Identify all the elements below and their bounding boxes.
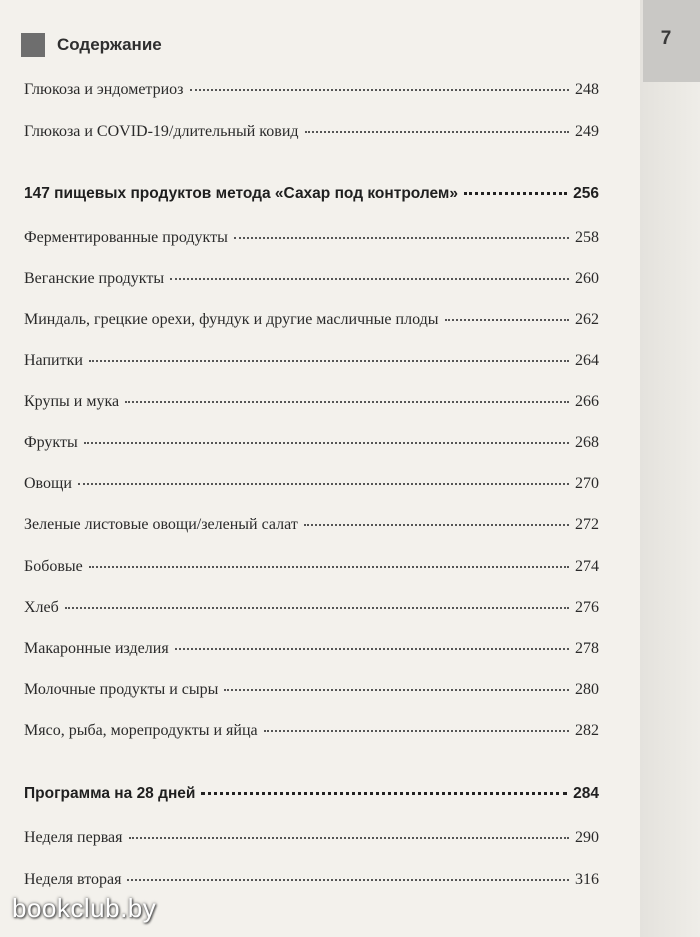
toc-entry-page: 290 bbox=[575, 829, 599, 846]
toc-entry-label: Миндаль, грецкие орехи, фундук и другие масличные плоды bbox=[24, 311, 439, 328]
toc-entry-page: 260 bbox=[575, 270, 599, 287]
toc-entry-page: 274 bbox=[575, 558, 599, 575]
toc-leader-dots bbox=[175, 648, 569, 650]
toc-leader-dots bbox=[89, 566, 569, 568]
toc-entry-page: 282 bbox=[575, 722, 599, 739]
toc-leader-dots bbox=[84, 442, 569, 444]
toc-entry-page: 262 bbox=[575, 311, 599, 328]
toc-leader-dots bbox=[234, 237, 569, 239]
toc-leader-dots bbox=[65, 607, 569, 609]
toc-entry-page: 268 bbox=[575, 434, 599, 451]
toc-section-page: 284 bbox=[573, 785, 599, 802]
toc-leader-dots bbox=[170, 278, 569, 280]
toc-entry bbox=[24, 636, 599, 662]
toc-entry-page: 266 bbox=[575, 393, 599, 410]
toc-leader-dots bbox=[201, 792, 567, 795]
page-edge bbox=[640, 0, 700, 937]
toc-leader-dots bbox=[89, 360, 569, 362]
toc-entry-label: Мясо, рыба, морепродукты и яйца bbox=[24, 722, 258, 739]
section-header bbox=[21, 32, 162, 58]
toc-entry bbox=[24, 119, 599, 145]
header-marker-square bbox=[21, 33, 45, 57]
page-number: 7 bbox=[660, 28, 672, 49]
toc-entry-label: Веганские продукты bbox=[24, 270, 165, 287]
toc-leader-dots bbox=[127, 879, 569, 881]
toc-entry-page: 272 bbox=[575, 516, 599, 533]
toc-entry-label: Фрукты bbox=[24, 434, 78, 451]
toc-entry-label: Глюкоза и COVID-19/длительный ковид bbox=[24, 123, 299, 140]
toc-entry bbox=[24, 430, 599, 456]
toc-entry-label: Напитки bbox=[24, 352, 83, 369]
toc-entry bbox=[24, 825, 599, 851]
toc-entry-page: 276 bbox=[575, 599, 599, 616]
toc-entry bbox=[24, 266, 599, 292]
toc-entry-page: 258 bbox=[575, 229, 599, 246]
toc-entry-label: Ферментированные продукты bbox=[24, 229, 228, 246]
toc-section-entry bbox=[24, 181, 599, 207]
toc-entry bbox=[24, 471, 599, 497]
toc-entry-label: Неделя первая bbox=[24, 829, 123, 846]
toc-entry bbox=[24, 595, 599, 621]
toc-entry bbox=[24, 718, 599, 744]
toc-entry bbox=[24, 512, 599, 538]
toc-leader-dots bbox=[129, 837, 570, 839]
toc-entry bbox=[24, 307, 599, 333]
toc-entry-page: 248 bbox=[575, 81, 599, 98]
toc-entry bbox=[24, 867, 599, 893]
toc-entry bbox=[24, 348, 599, 374]
toc-entry-page: 249 bbox=[575, 123, 599, 140]
watermark-logo: bookclub.by bbox=[12, 893, 157, 923]
toc-leader-dots bbox=[125, 401, 569, 403]
toc-entry-label: Глюкоза и эндометриоз bbox=[24, 81, 184, 98]
toc-entry-page: 280 bbox=[575, 681, 599, 698]
toc-section-label: 147 пищевых продуктов метода «Сахар под контролем» bbox=[24, 185, 459, 202]
toc-section-entry bbox=[24, 781, 599, 807]
toc-entry-label: Хлеб bbox=[24, 599, 59, 616]
toc-leader-dots bbox=[190, 89, 570, 91]
toc-entry-label: Овощи bbox=[24, 475, 72, 492]
toc-leader-dots bbox=[264, 730, 569, 732]
toc-entry-label: Макаронные изделия bbox=[24, 640, 169, 657]
toc-entry bbox=[24, 225, 599, 251]
toc-entry-label: Бобовые bbox=[24, 558, 83, 575]
toc-entry-label: Молочные продукты и сыры bbox=[24, 681, 219, 698]
toc-entry-page: 278 bbox=[575, 640, 599, 657]
toc-entry-label: Неделя вторая bbox=[24, 871, 122, 888]
toc-entry bbox=[24, 389, 599, 415]
toc-entry-label: Крупы и мука bbox=[24, 393, 120, 410]
toc-entry bbox=[24, 677, 599, 703]
toc-leader-dots bbox=[78, 483, 569, 485]
toc-leader-dots bbox=[464, 192, 567, 195]
toc-entry-page: 264 bbox=[575, 352, 599, 369]
toc-leader-dots bbox=[224, 689, 569, 691]
header-title: Содержание bbox=[57, 35, 162, 54]
toc-entry-page: 270 bbox=[575, 475, 599, 492]
toc-leader-dots bbox=[305, 131, 569, 133]
toc-leader-dots bbox=[445, 319, 570, 321]
toc-entry-label: Зеленые листовые овощи/зеленый салат bbox=[24, 516, 298, 533]
toc-section-label: Программа на 28 дней bbox=[24, 785, 196, 802]
toc-entry-page: 316 bbox=[575, 871, 599, 888]
toc-leader-dots bbox=[304, 524, 569, 526]
toc-section-page: 256 bbox=[573, 185, 599, 202]
toc-entry bbox=[24, 554, 599, 580]
toc-entry bbox=[24, 77, 599, 103]
